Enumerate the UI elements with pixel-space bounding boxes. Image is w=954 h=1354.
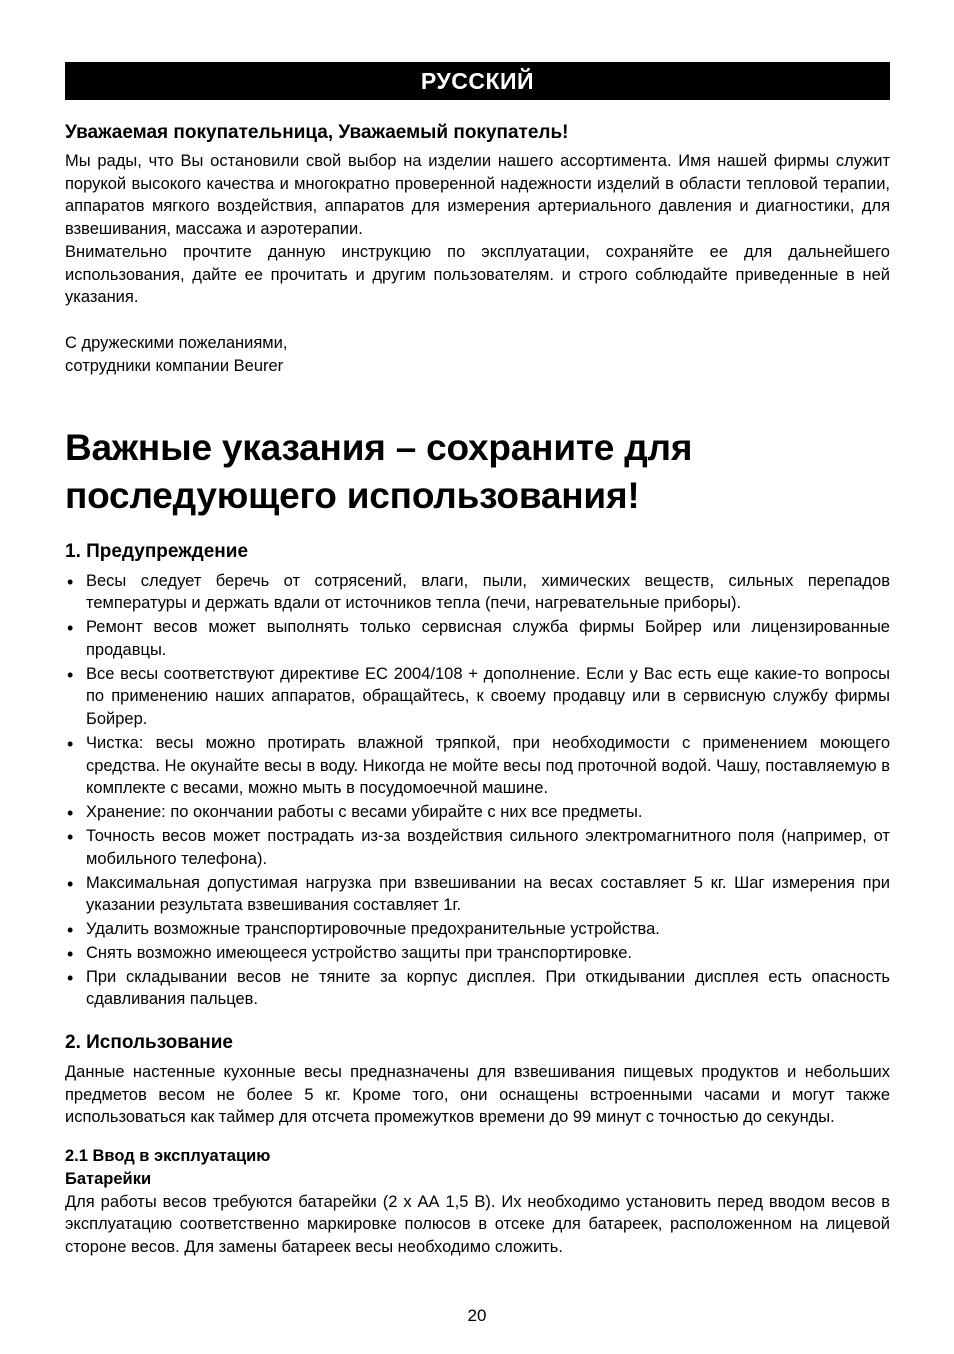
warning-bullet-item [65,942,890,965]
warning-bullet-text: Весы следует беречь от сотрясений, влаги, пыли, химических веществ, сильных перепадов температуры и держать вдали от источников тепла (печи, нагревательные приборы). [86,571,890,613]
warning-bullet-text: При складывании весов не тяните за корпус дисплея. При откидывании дисплея есть опасность сдавливания пальцев. [86,967,890,1009]
warning-bullet-item [65,570,890,616]
warning-bullet-text: Хранение: по окончании работы с весами убирайте с них все предметы. [86,803,643,822]
section-title-warning: 1. Предупреждение [65,540,249,562]
closing-line-1: С дружескими пожеланиями, [65,334,288,353]
intro-paragraph-2: Внимательно прочтите данную инструкцию по эксплуатации, сохраняйте ее для дальнейшего использования, дайте ее прочитать и другим пользователям. и строго соблюдайте приведенные в ней указания. [65,242,890,307]
bullet-icon [67,616,73,641]
warning-bullet-text: Снять возможно имеющееся устройство защиты при транспортировке. [86,943,632,962]
bullet-icon [67,801,73,826]
warning-bullet-item [65,825,890,871]
warning-bullet-text: Максимальная допустимая нагрузка при взвешивании на весах составляет 5 кг. Шаг измерения при указании результата взвешивания составляет 1г. [86,873,890,915]
page-number: 20 [467,1306,487,1325]
warning-bullet-item [65,872,890,918]
batteries-paragraph: Для работы весов требуются батарейки (2 х АА 1,5 В). Их необходимо установить перед вводом весов в эксплуатацию соответственно маркировке полюсов в отсеке для батареек, расположенном на лицевой стороне весов. Для замены батареек весы необходимо сложить. [65,1192,890,1257]
bullet-icon [67,942,73,967]
bullet-icon [67,732,73,757]
warning-bullet-item [65,616,890,662]
warning-bullet-text: Все весы соответствуют директиве ЕС 2004/108 + дополнение. Если у Вас есть еще какие-то вопросы по применению наших аппаратов, обращайтесь, к своему продавцу или в сервисную службу фирмы Бойрер. [86,664,890,729]
closing-block [65,332,890,378]
warning-bullet-item [65,918,890,941]
language-banner: РУССКИЙ [65,62,890,100]
warning-bullet-text: Ремонт весов может выполнять только сервисная служба фирмы Бойрер или лицензированные продавцы. [86,618,890,659]
intro-paragraph-1: Мы рады, что Вы остановили свой выбор на изделии нашего ассортимента. Имя нашей фирмы служит порукой высокого качества и многократно проверенной надежности изделий в области тепловой терапии, аппаратов мягкого воздействия, аппаратов для измерения артериального давления и диагностики, для взвешивания, массажа и аэротерапии. [65,151,890,239]
bullet-icon [67,570,73,595]
section-title-usage: 2. Использование [65,1032,234,1054]
warning-bullet-text: Чистка: весы можно протирать влажной тряпкой, при необходимости с применением моющего средства. Не окунайте весы в воду. Никогда не мойте весы под проточной водой. Чашу, поставляемую в комплекте с весами, можно мыть в посудомоечной машине. [86,733,890,798]
bullet-icon [67,966,73,991]
intro-title: Уважаемая покупательница, Уважаемый покупатель! [65,122,569,143]
batteries-title: Батарейки [65,1169,152,1188]
bullet-icon [67,825,73,850]
warning-bullet-item [65,663,890,731]
closing-line-2: сотрудники компании Beurer [65,356,284,375]
bullet-icon [67,918,73,943]
warning-bullet-item [65,801,890,824]
warning-bullet-text: Удалить возможные транспортировочные предохранительные устройства. [86,920,660,939]
warning-bullet-item [65,732,890,800]
important-notes-title: Важные указания – сохраните для последующего использования! [65,426,693,516]
warning-bullet-item [65,966,890,1012]
usage-subsection-title: 2.1 Ввод в эксплуатацию [65,1147,271,1166]
bullet-icon [67,663,73,688]
bullet-icon [67,872,73,897]
warning-bullet-list [65,570,890,1012]
warning-bullet-text: Точность весов может пострадать из-за воздействия сильного электромагнитного поля (например, от мобильного телефона). [86,827,890,868]
usage-paragraph: Данные настенные кухонные весы предназначены для взвешивания пищевых продуктов и небольших предметов весом не более 5 кг. Кроме того, они оснащены встроенными часами и могут также использоваться как таймер для отсчета промежутков времени до 99 минут с точностью до секунды. [65,1062,890,1127]
